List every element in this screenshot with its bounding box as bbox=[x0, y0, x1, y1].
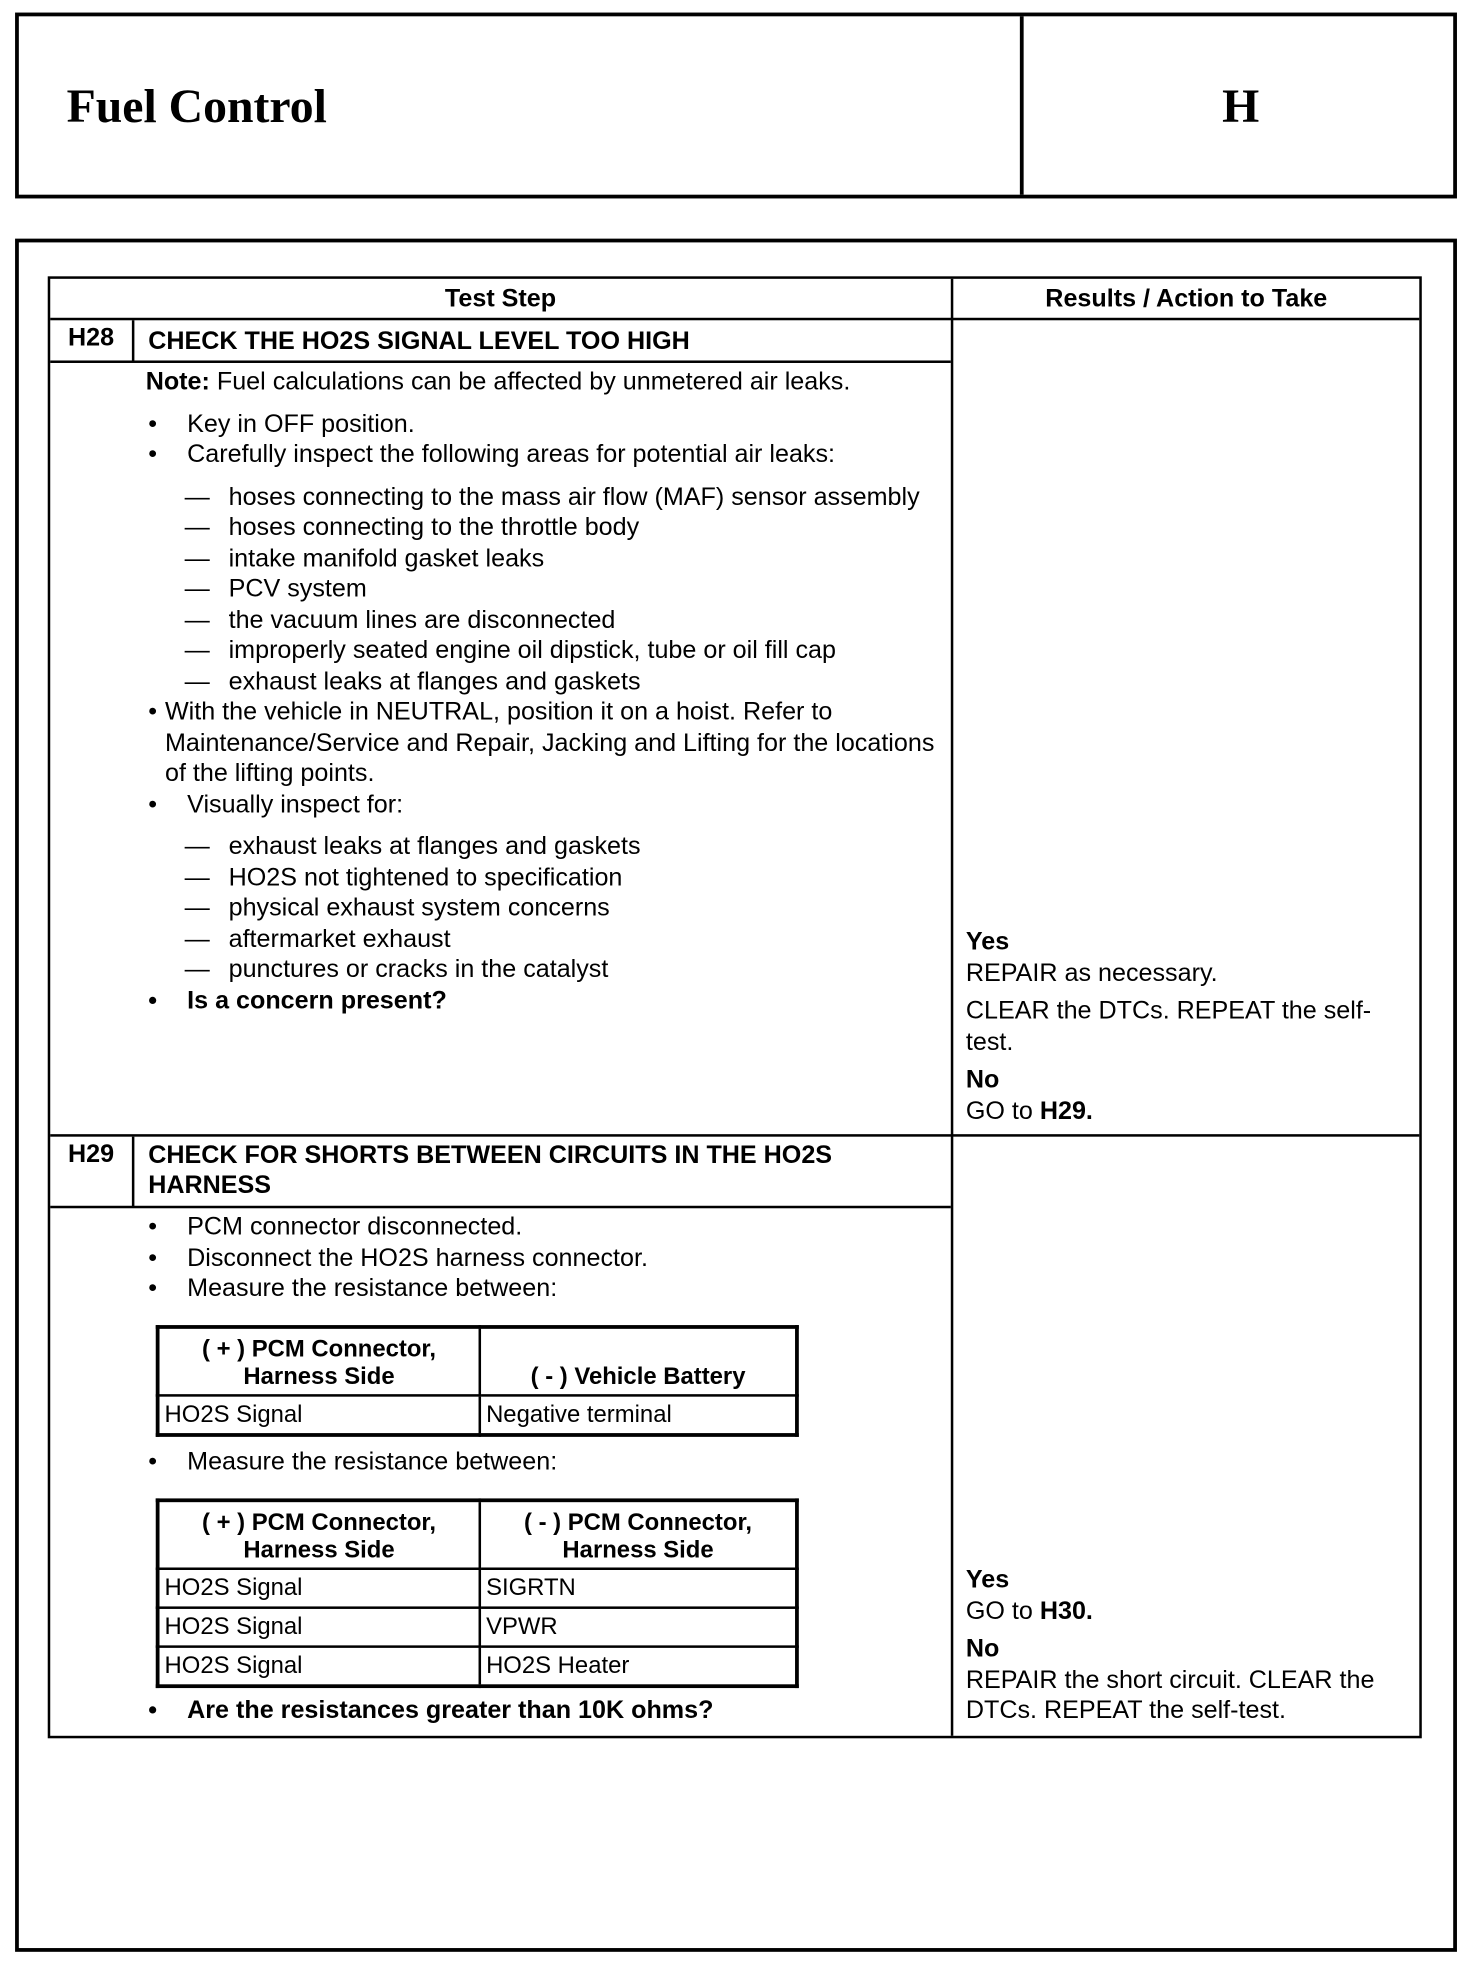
bullet: With the vehicle in NEUTRAL, position it on a hoist. Refer to Maintenance/Service and Repair, Jacking and Lifting for the locations of the lifting points. bbox=[164, 698, 935, 788]
bullet: Carefully inspect the following areas for potential air leaks: bbox=[187, 440, 836, 469]
bullet: Key in OFF position. bbox=[187, 410, 415, 438]
table-cell: Negative terminal bbox=[480, 1395, 797, 1435]
list-item: hoses connecting to the throttle body bbox=[228, 513, 640, 542]
bullet: Measure the resistance between: bbox=[187, 1448, 558, 1476]
step-id-h29: H29 bbox=[68, 1140, 115, 1169]
list-item: punctures or cracks in the catalyst bbox=[228, 955, 609, 984]
list-item: exhaust leaks at flanges and gaskets bbox=[228, 667, 641, 696]
divider bbox=[50, 318, 1419, 321]
table-cell: HO2S Signal bbox=[158, 1608, 480, 1647]
list-item: hoses connecting to the mass air flow (MAF) sensor assembly bbox=[228, 482, 920, 511]
header-divider bbox=[1020, 16, 1024, 194]
no-label: No bbox=[965, 1635, 1000, 1663]
step-id-h28: H28 bbox=[68, 324, 115, 352]
table-cell: HO2S Signal bbox=[158, 1569, 480, 1608]
results-h28 bbox=[966, 927, 1406, 1127]
column-header: ( + ) PCM Connector, Harness Side bbox=[158, 1327, 480, 1395]
step-content-h29: • PCM connector disconnected. • Disconnect the HO2S harness connector. • Measure the resistance between: bbox=[148, 1213, 648, 1303]
bullet-measure-2: • Measure the resistance between: bbox=[148, 1448, 558, 1476]
column-header: ( - ) PCM Connector, Harness Side bbox=[480, 1500, 797, 1568]
bullet: PCM connector disconnected. bbox=[187, 1213, 523, 1241]
resistance-table-1 bbox=[156, 1325, 799, 1437]
table-cell: HO2S Signal bbox=[158, 1395, 480, 1435]
step-title-h29: CHECK FOR SHORTS BETWEEN CIRCUITS IN THE HO2S HARNESS bbox=[148, 1141, 833, 1200]
header-results: Results / Action to Take bbox=[1045, 285, 1328, 313]
column-divider bbox=[951, 279, 954, 1736]
step-title-h28: CHECK THE HO2S SIGNAL LEVEL TOO HIGH bbox=[148, 327, 690, 356]
list-item: exhaust leaks at flanges and gaskets bbox=[228, 832, 641, 861]
no-label: No bbox=[965, 1066, 1000, 1094]
bullet: Measure the resistance between: bbox=[187, 1274, 558, 1303]
bullet: Disconnect the HO2S harness connector. bbox=[187, 1244, 648, 1272]
step-content-h28: Note: Fuel calculations can be affected by unmetered air leaks. • Key in OFF position. • Carefully inspect the following areas for potential air leaks: — hoses connecting to the mass air flow (MAF) sensor assembly — hoses connecting to the throttle body — intake manifold gasket leaks — PCV system — the vacuum lines are disconnected — improperly seated engine oil dipstick, tube or oil fill cap — exhaust leaks at flanges and gaskets • With the vehicle in NEUTRAL, position it on a hoist. Refer to Maintenance/Service and Repair, Jacking and Lifting for the locations of the lifting points. • Visually inspect for: — exhaust leaks at flanges and gaskets — HO2S not tightened to specification — physical exhaust system concerns — aftermarket exhaust — punctures or cracks in the catalyst • Is a concern present? bbox=[146, 367, 937, 1016]
link-h30[interactable]: H30. bbox=[1039, 1597, 1093, 1625]
table-cell: VPWR bbox=[480, 1608, 797, 1647]
header-test-step: Test Step bbox=[444, 285, 557, 313]
divider bbox=[50, 1134, 1419, 1137]
divider bbox=[132, 1137, 135, 1207]
column-header: ( + ) PCM Connector, Harness Side bbox=[158, 1500, 480, 1568]
yes-action: GO to H30. bbox=[965, 1597, 1093, 1625]
results-h29 bbox=[966, 1565, 1406, 1726]
yes-action: CLEAR the DTCs. REPEAT the self-test. bbox=[965, 997, 1372, 1056]
no-action: REPAIR the short circuit. CLEAR the DTCs. REPEAT the self-test. bbox=[965, 1666, 1375, 1725]
page-header bbox=[15, 13, 1457, 199]
list-item: the vacuum lines are disconnected bbox=[228, 606, 616, 634]
question-h29: • Are the resistances greater than 10K ohms? bbox=[148, 1696, 714, 1725]
divider bbox=[132, 320, 135, 361]
divider bbox=[50, 1206, 951, 1209]
note: Note: Fuel calculations can be affected by unmetered air leaks. bbox=[145, 368, 851, 396]
yes-action: REPAIR as necessary. bbox=[965, 958, 1218, 987]
list-item: aftermarket exhaust bbox=[228, 925, 451, 953]
question: Is a concern present? bbox=[187, 986, 447, 1015]
column-header: ( - ) Vehicle Battery bbox=[480, 1327, 797, 1395]
list-item: HO2S not tightened to specification bbox=[228, 863, 623, 892]
list-item: physical exhaust system concerns bbox=[228, 894, 610, 922]
divider bbox=[50, 360, 951, 363]
table-cell: HO2S Signal bbox=[158, 1647, 480, 1687]
list-item: intake manifold gasket leaks bbox=[228, 544, 545, 573]
test-step-table bbox=[48, 276, 1422, 1738]
no-action: GO to H29. bbox=[965, 1097, 1093, 1125]
table-cell: SIGRTN bbox=[480, 1569, 797, 1608]
list-item: improperly seated engine oil dipstick, tube or oil fill cap bbox=[228, 636, 836, 665]
table-cell: HO2S Heater bbox=[480, 1647, 797, 1687]
yes-label: Yes bbox=[965, 1566, 1010, 1594]
yes-label: Yes bbox=[965, 928, 1010, 956]
list-item: PCV system bbox=[228, 575, 367, 603]
link-h29[interactable]: H29. bbox=[1039, 1097, 1093, 1125]
resistance-table-2 bbox=[156, 1498, 799, 1688]
page-title: Fuel Control bbox=[66, 80, 327, 134]
section-letter: H bbox=[1222, 80, 1260, 134]
question: Are the resistances greater than 10K ohms? bbox=[187, 1696, 714, 1725]
bullet: Visually inspect for: bbox=[187, 790, 404, 819]
